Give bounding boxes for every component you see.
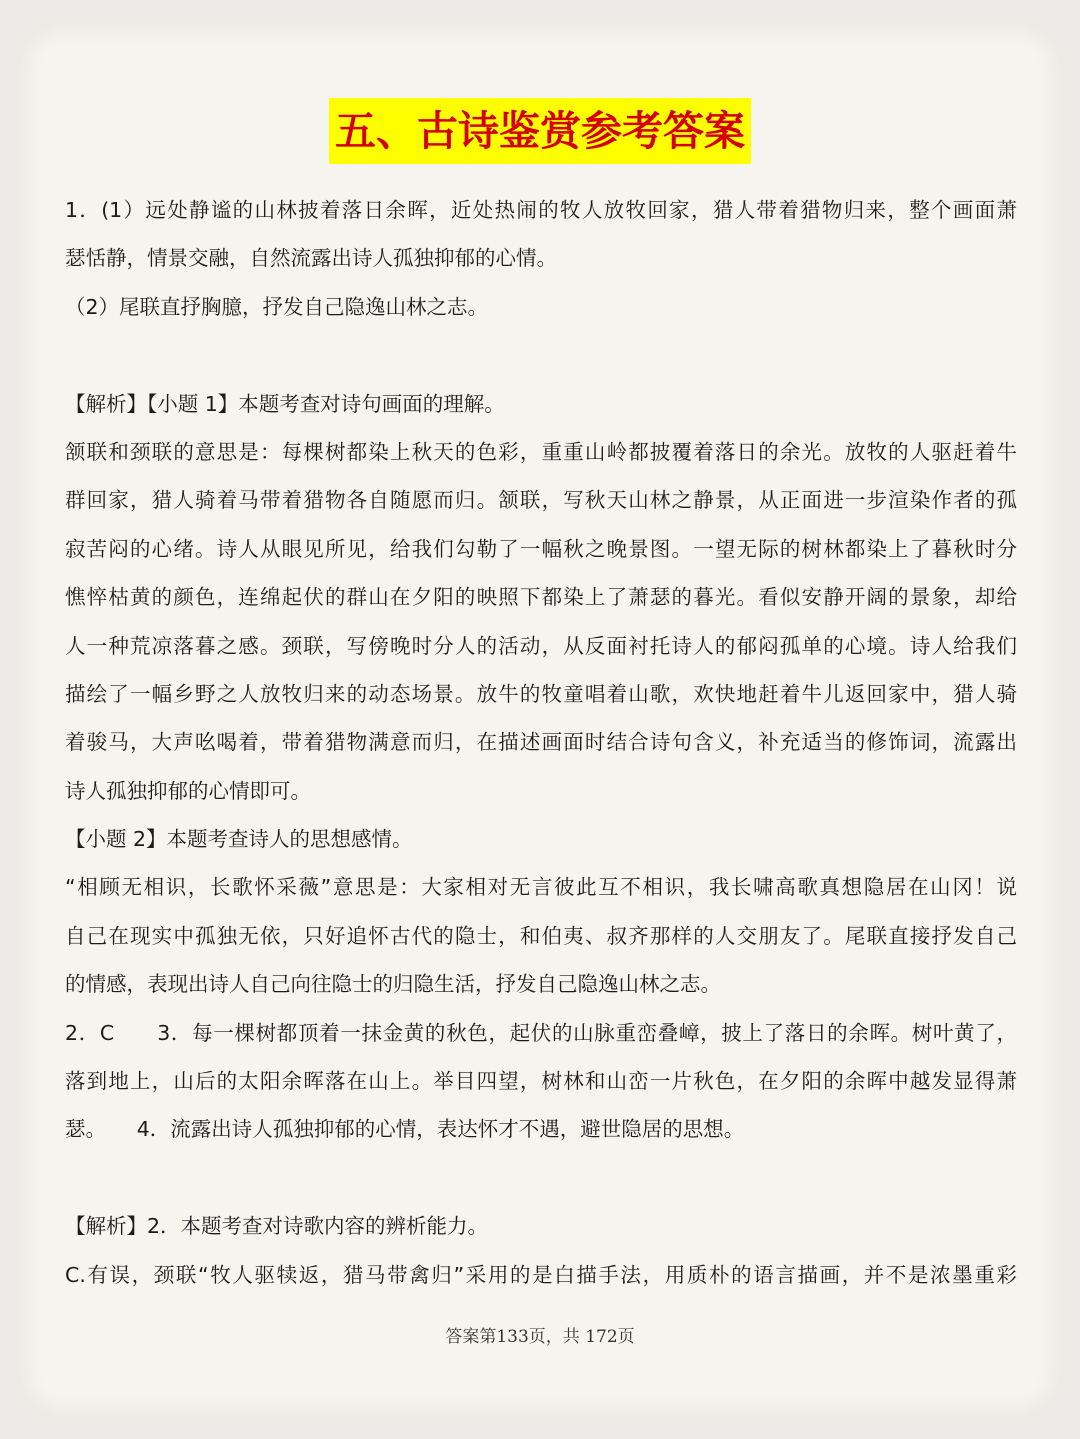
text-line: “相顾无相识，长歌怀采薇”意思是：大家相对无言彼此互不相识，我长啸高歌真想隐居在山冈！说 — [65, 875, 1017, 900]
text-line: 【解析】2．本题考查对诗歌内容的辨析能力。 — [65, 1214, 489, 1239]
text-line: C.有误，颈联“牧人驱犊返，猎马带禽归”采用的是白描手法，用质朴的语言描画，并不是浓墨重彩 — [65, 1262, 1017, 1287]
page-footer: 答案第133页，共 172页 — [445, 1327, 635, 1347]
text-line: 人一种荒凉落暮之感。颈联，写傍晚时分人的活动，从反面衬托诗人的郁闷孤单的心境。诗人给我们 — [65, 633, 1017, 658]
page-title: 五、古诗鉴赏参考答案 — [329, 98, 751, 164]
text-line: 颔联和颈联的意思是：每棵树都染上秋天的色彩，重重山岭都披覆着落日的余光。放牧的人驱赶着牛 — [65, 439, 1017, 464]
text-line: 寂苦闷的心绪。诗人从眼见所见，给我们勾勒了一幅秋之晚景图。一望无际的树林都染上了暮秋时分 — [65, 536, 1017, 561]
paragraph-gap — [65, 1154, 1017, 1202]
text-line: 的情感，表现出诗人自己向往隐士的归隐生活，抒发自己隐逸山林之志。 — [65, 972, 721, 997]
text-line: （2）尾联直抒胸臆，抒发自己隐逸山林之志。 — [65, 294, 489, 319]
text-line: 落到地上，山后的太阳余晖落在山上。举目四望，树林和山峦一片秋色，在夕阳的余晖中越发显得萧 — [65, 1069, 1017, 1094]
title-wrap — [18, 98, 1062, 164]
text-line: 瑟恬静，情景交融，自然流露出诗人孤独抑郁的心情。 — [65, 246, 557, 271]
text-line: 自己在现实中孤独无依，只好追怀古代的隐士，和伯夷、叔齐那样的人交朋友了。尾联直接抒发自己 — [65, 923, 1017, 948]
text-line: 着骏马，大声吆喝着，带着猎物满意而归，在描述画面时结合诗句含义，补充适当的修饰词，流露出 — [65, 730, 1017, 755]
text-line: 描绘了一幅乡野之人放牧归来的动态场景。放牛的牧童唱着山歌，欢快地赶着牛儿返回家中，猎人骑 — [65, 681, 1017, 706]
text-line: 【解析】【小题 1】本题考查对诗句画面的理解。 — [65, 391, 505, 416]
text-line: 诗人孤独抑郁的心情即可。 — [65, 778, 311, 803]
text-line: 1．(1）远处静谧的山林披着落日余晖，近处热闹的牧人放牧回家，猎人带着猎物归来，整个画面萧 — [65, 198, 1017, 222]
document-page — [18, 22, 1062, 1418]
answer-content — [65, 186, 1017, 1299]
text-line: 群回家，猎人骑着马带着猎物各自随愿而归。颔联，写秋天山林之静景，从正面进一步渲染作者的孤 — [65, 488, 1017, 513]
text-line: 憔悴枯黄的颜色，连绵起伏的群山在夕阳的映照下都染上了萧瑟的暮光。看似安静开阔的景象，却给 — [65, 585, 1017, 610]
text-line: 2．C 3．每一棵树都顶着一抹金黄的秋色，起伏的山脉重峦叠嶂，披上了落日的余晖。树叶黄了， — [65, 1020, 1017, 1045]
paragraph-gap — [65, 331, 1017, 379]
text-line: 瑟。 4．流露出诗人孤独抑郁的心情，表达怀才不遇，避世隐居的思想。 — [65, 1117, 745, 1142]
text-line: 【小题 2】本题考查诗人的思想感情。 — [65, 827, 413, 852]
